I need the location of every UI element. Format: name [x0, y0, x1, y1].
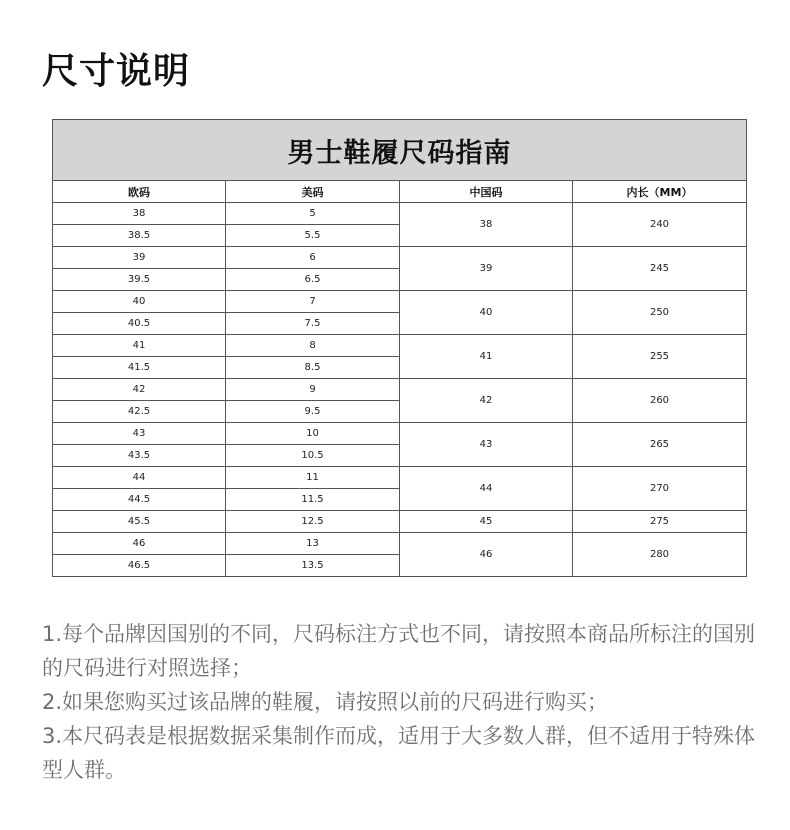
- size-notes: [42, 617, 757, 787]
- eu-size-cell: 40: [53, 291, 226, 313]
- table-row: [53, 533, 747, 555]
- us-size-cell: 13: [226, 533, 400, 555]
- eu-size-cell: 43.5: [53, 445, 226, 467]
- eu-size-cell: 42.5: [53, 401, 226, 423]
- us-size-cell: 6.5: [226, 269, 400, 291]
- table-title: 男士鞋履尺码指南: [53, 120, 747, 181]
- cn-size-cell: 42: [400, 379, 573, 423]
- eu-size-cell: 38.5: [53, 225, 226, 247]
- eu-size-cell: 38: [53, 203, 226, 225]
- eu-size-cell: 44: [53, 467, 226, 489]
- eu-size-cell: 41.5: [53, 357, 226, 379]
- eu-size-cell: 39.5: [53, 269, 226, 291]
- eu-size-cell: 45.5: [53, 511, 226, 533]
- eu-size-cell: 44.5: [53, 489, 226, 511]
- header-us-size: 美码: [226, 181, 400, 203]
- eu-size-cell: 46.5: [53, 555, 226, 577]
- table-row: [53, 511, 747, 533]
- cn-size-cell: 46: [400, 533, 573, 577]
- us-size-cell: 13.5: [226, 555, 400, 577]
- inner-length-cell: 240: [573, 203, 747, 247]
- cn-size-cell: 40: [400, 291, 573, 335]
- table-header-row: [53, 181, 747, 203]
- cn-size-cell: 41: [400, 335, 573, 379]
- table-title-row: [53, 120, 747, 181]
- size-chart-table: [52, 119, 747, 577]
- inner-length-cell: 270: [573, 467, 747, 511]
- cn-size-cell: 43: [400, 423, 573, 467]
- table-row: [53, 247, 747, 269]
- cn-size-cell: 44: [400, 467, 573, 511]
- us-size-cell: 9: [226, 379, 400, 401]
- us-size-cell: 12.5: [226, 511, 400, 533]
- eu-size-cell: 46: [53, 533, 226, 555]
- us-size-cell: 5.5: [226, 225, 400, 247]
- inner-length-cell: 255: [573, 335, 747, 379]
- us-size-cell: 8.5: [226, 357, 400, 379]
- cn-size-cell: 38: [400, 203, 573, 247]
- us-size-cell: 9.5: [226, 401, 400, 423]
- eu-size-cell: 43: [53, 423, 226, 445]
- eu-size-cell: 40.5: [53, 313, 226, 335]
- note-item: 3.本尺码表是根据数据采集制作而成，适用于大多数人群，但不适用于特殊体型人群。: [42, 724, 756, 782]
- table-row: [53, 203, 747, 225]
- note-item: 1.每个品牌因国别的不同，尺码标注方式也不同，请按照本商品所标注的国别的尺码进行对照选择；: [42, 622, 756, 680]
- header-inner-length: 内长（MM）: [573, 181, 747, 203]
- inner-length-cell: 280: [573, 533, 747, 577]
- table-row: [53, 423, 747, 445]
- inner-length-cell: 260: [573, 379, 747, 423]
- header-cn-size: 中国码: [400, 181, 573, 203]
- table-row: [53, 335, 747, 357]
- page-title: 尺寸说明: [42, 51, 191, 92]
- us-size-cell: 7: [226, 291, 400, 313]
- header-eu-size: 欧码: [53, 181, 226, 203]
- cn-size-cell: 45: [400, 511, 573, 533]
- cn-size-cell: 39: [400, 247, 573, 291]
- us-size-cell: 6: [226, 247, 400, 269]
- eu-size-cell: 42: [53, 379, 226, 401]
- inner-length-cell: 275: [573, 511, 747, 533]
- inner-length-cell: 245: [573, 247, 747, 291]
- us-size-cell: 5: [226, 203, 400, 225]
- eu-size-cell: 41: [53, 335, 226, 357]
- us-size-cell: 11: [226, 467, 400, 489]
- table-row: [53, 379, 747, 401]
- inner-length-cell: 250: [573, 291, 747, 335]
- eu-size-cell: 39: [53, 247, 226, 269]
- note-item: 2.如果您购买过该品牌的鞋履，请按照以前的尺码进行购买；: [42, 690, 609, 714]
- us-size-cell: 10: [226, 423, 400, 445]
- table-row: [53, 291, 747, 313]
- us-size-cell: 7.5: [226, 313, 400, 335]
- table-row: [53, 467, 747, 489]
- inner-length-cell: 265: [573, 423, 747, 467]
- us-size-cell: 10.5: [226, 445, 400, 467]
- us-size-cell: 11.5: [226, 489, 400, 511]
- us-size-cell: 8: [226, 335, 400, 357]
